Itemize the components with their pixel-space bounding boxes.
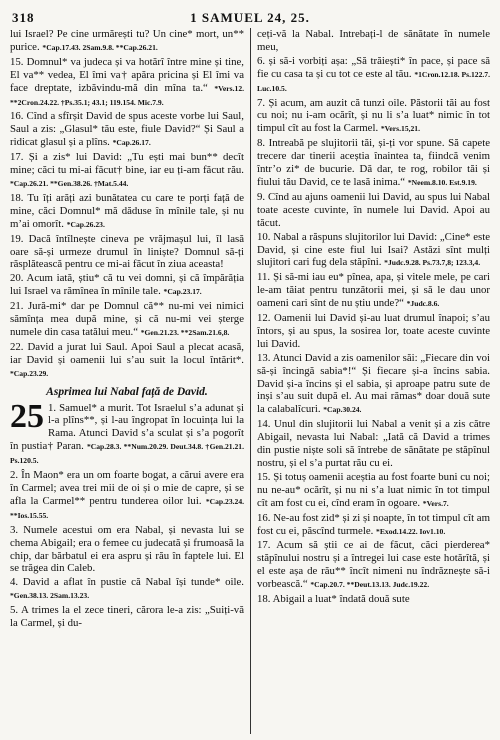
cross-references: *Cap.23.17. [163,287,202,297]
cross-references: *Cap.26.21. **Gen.38.26. †Mat.5.44. [10,178,129,188]
verse-text: 5. A trimes la el zece tineri, cărora le-a zis: „Suiți-vă la Carmel, și du- [10,604,244,630]
verse-text: 8. Intreabă pe slujitorii tăi, și-ți vor spune. Să capete trecere dar tinerii aceștia înaintea ta, fiindcă venim într’o zi* de bucurie. Dă dar, te rog, robilor tăi și fiului tău David, ce te lasă inima.“ [257,137,490,188]
verse-text: ceți-vă la Nabal. Intrebați-l de sănătate în numele meu, [257,28,490,53]
text-columns [10,28,490,734]
cross-references: *Exod.14.22. Iov1.10. [376,526,446,536]
cross-references: *Cap.30.24. [323,405,362,415]
cross-references: *Vers.7. [422,498,449,508]
right-column [250,28,490,734]
page-number: 318 [12,10,35,25]
cross-references: *Cap.23.29. [10,368,49,378]
verse-paragraph [257,512,490,539]
section-title: Asprimea lui Nabal față de David. [46,385,208,398]
verse-paragraph [257,231,490,271]
verse-paragraph [10,576,244,603]
cross-references: *Judc.9.28. Ps.73.7,8; 123.3,4. [384,258,481,268]
cross-references: *Cap.17.43. 2Sam.9.8. **Cap.26.21. [42,42,158,52]
verse-paragraph [257,28,490,54]
verse-paragraph [10,469,244,523]
verse-paragraph [257,471,490,511]
verse-text: 19. Dacă întîlnește cineva pe vrăjmașul lui, îl lasă oare să-și urmeze drumul în liniște? Domnul să-ți răsplătească pentru ce mi-ai făcut în ziua aceasta! [10,232,244,271]
verse-text: lui Israel? Pe cine urmărești tu? Un cine* mort, un** purice. [10,28,244,53]
chapter-number: 25 [10,397,44,435]
cross-references: *Gen.38.13. 2Sam.13.23. [10,591,90,601]
cross-references: *Judc.8.6. [406,299,440,309]
verse-text: 18. Abigail a luat* îndată două sute [257,593,410,606]
verse-text: 18. Tu îți arăți azi bunătatea cu care te porți față de mine, căci Domnul* mă dăduse în mînile tale, și nu m’ai omorît. [10,191,244,230]
verse-paragraph [257,137,490,190]
cross-references: *Cap.28.3. **Num.20.29. Deut.34.8. †Gen.21.21. Ps.120.5. [10,442,244,466]
verse-paragraph [257,593,490,606]
verse-text: 21. Jură-mi* dar pe Domnul că** nu-mi vei nimici sămînța mea după mine, și că nu-mi vei șterge numele din casa tatălui meu.“ [10,300,244,338]
cross-references: *Neem.8.10. Est.9.19. [407,177,477,187]
verse-text: 2. În Maon* era un om foarte bogat, a cărui avere era în Carmel; avea trei mii de oi și o mie de capre, și se afla la Carmel** pentru tunderea oilor lui. [10,469,244,507]
verse-text: 6. și să-i vorbiți așa: „Să trăiești* în pace, și pace să fie cu casa ta și cu tot ce este al tău. [257,54,490,80]
verse-paragraph [257,191,490,230]
verse-paragraph [10,28,244,55]
cross-references: *Gen.21.23. **2Sam.21.6,8. [140,327,230,337]
verse-paragraph [10,151,244,191]
verse-paragraph [10,604,244,630]
verse-text: 10. Nabal a răspuns slujitorilor lui David: „Cine* este David, și cine este fiul lui Isai? Astăzi sînt mulți slujitori cari fug dela stăpîni. [257,230,490,269]
verse-text: 22. David a jurat lui Saul. Apoi Saul a plecat acasă, iar David și oamenii lui s’au suit la locul întărit*. [10,340,244,366]
verse-text: 13. Atunci David a zis oamenilor săi: „Fiecare din voi să-și încingă sabia*!“ Și fiecare și-a încins sabia. David și-a încins și el sabia, și aproape patru sute de inși s’au suit după el. Au mai rămas* doar două sute la calabalîcuri. [257,351,490,416]
chapter-25-block [10,397,245,630]
verse-text: 16. Ne-au fost zid* și zi și noapte, în tot timpul cît am fost cu ei, păscînd turmele. [257,511,490,537]
verse-text: 17. Și a zis* lui David: „Tu ești mai bun** decît mine; căci tu mi-ai făcut† bine, iar eu ți-am făcut rău. [10,151,244,177]
verse-paragraph [257,418,490,470]
verse-text: 11. Și să-mi iau eu* pînea, apa, și vitele mele, pe cari le-am tăiat pentru tunzătorii mei, și să le dau unor oameni cari sînt de nu știu unde?“ [257,271,490,310]
cross-references: *Cap.20.7. **Deut.13.13. Judc.19.22. [310,580,430,590]
verse-text: 15. Și totuș oamenii aceștia au fost foarte buni cu noi; nu ne-au* ocărît, și nu ni s’a luat nimic în tot timpul cît am fost cu ei, cînd eram în ogoare. [257,470,490,509]
cross-references: *Cap.23.24. **Ios.15.55. [10,496,245,520]
verse-text: 16. Cînd a sfîrșit David de spus aceste vorbe lui Saul, Saul a zis: „Glasul* tău este, fiule David?“ Și Saul a ridicat glasul și a plîns. [10,110,244,149]
verse-paragraph [10,397,244,469]
verse-text: 7. Și acum, am auzit că tunzi oile. Păstorii tăi au fost cu noi; nu i-am ocărît, și nu li s’a luat* nimic în tot timpul cît au fost la Carmel. [257,96,490,135]
left-verses [10,28,244,381]
page-header [10,8,490,28]
verse-paragraph [10,233,244,272]
verse-paragraph [257,271,490,311]
cross-references: *Cap.26.23. [66,219,105,229]
verse-paragraph [10,524,244,576]
verse-paragraph [257,539,490,592]
verse-paragraph [257,55,490,96]
verse-text: 3. Numele acestui om era Nabal, și nevasta lui se chema Abigail; era o femee cu judecată și frumoasă la chip, dar bărbatul ei era aspru și rău în faptele lui. El se trăgea din Caleb. [10,523,244,575]
verse-paragraph [10,192,244,232]
verse-text: 9. Cînd au ajuns oamenii lui David, au spus lui Nabal toate aceste cuvinte, în numele lui David. Apoi au tăcut. [257,190,490,229]
cross-references: *Vers.15,21. [380,124,421,134]
verse-text: 20. Acum iată, știu* că tu vei domni, și că împărăția lui Israel va rămînea în mînile tale. [10,272,244,298]
verse-paragraph [257,97,490,137]
chapter-verses [10,397,245,630]
verse-paragraph [257,352,490,418]
cross-references: *Cap.26.17. [112,138,151,148]
verse-text: 4. David a aflat în pustie că Nabal își tunde* oile. [10,576,244,589]
verse-paragraph [10,272,244,299]
verse-text: 14. Unul din slujitorii lui Nabal a venit și a zis către Abigail, nevasta lui Nabal: „Iată că David a trimes din pustie niște soli să întrebe de sănătate pe stăpînul nostru, și el s’a purtat rău cu ei. [257,418,490,469]
verse-text: 1. Samuel* a murit. Tot Israelul s’a adunat și l-a plîns**, și l-au îngropat în locuința lui la Rama. Atunci David s’a sculat și s’a pogorît în pustia† Paran. [10,401,244,453]
verse-text: 15. Domnul* va judeca și va hotărî între mine și tine, El va** vedea, El îmi va† apăra pricina și El îmi va face dreptate, izbăvindu-mă din mîna ta.“ [10,55,244,94]
verse-paragraph [10,341,244,381]
verse-text: 12. Oamenii lui David și-au luat drumul înapoi; s’au întors, și au spus, la sosirea lor, toate aceste cuvinte lui David. [257,312,490,350]
verse-paragraph [10,110,244,150]
right-verses [257,28,490,606]
verse-paragraph [257,312,490,351]
verse-text: 17. Acum să știi ce ai de făcut, căci pierderea* stăpînului nostru și a întregei lui case este hotărîtă, și el este așa de rău** încît nimeni nu îndrăznește să-i vorbească.“ [257,539,490,591]
left-column [10,28,250,734]
cross-references: *1Cron.12.18. Ps.122.7. Luc.10.5. [257,69,490,93]
running-head: 1 SAMUEL 24, 25. [190,10,310,25]
cross-references: *Vers.12. **2Cron.24.22. †Ps.35.1; 43.1; 119.154. Mic.7.9. [10,83,245,107]
verse-paragraph [10,56,244,110]
verse-paragraph [10,300,244,340]
